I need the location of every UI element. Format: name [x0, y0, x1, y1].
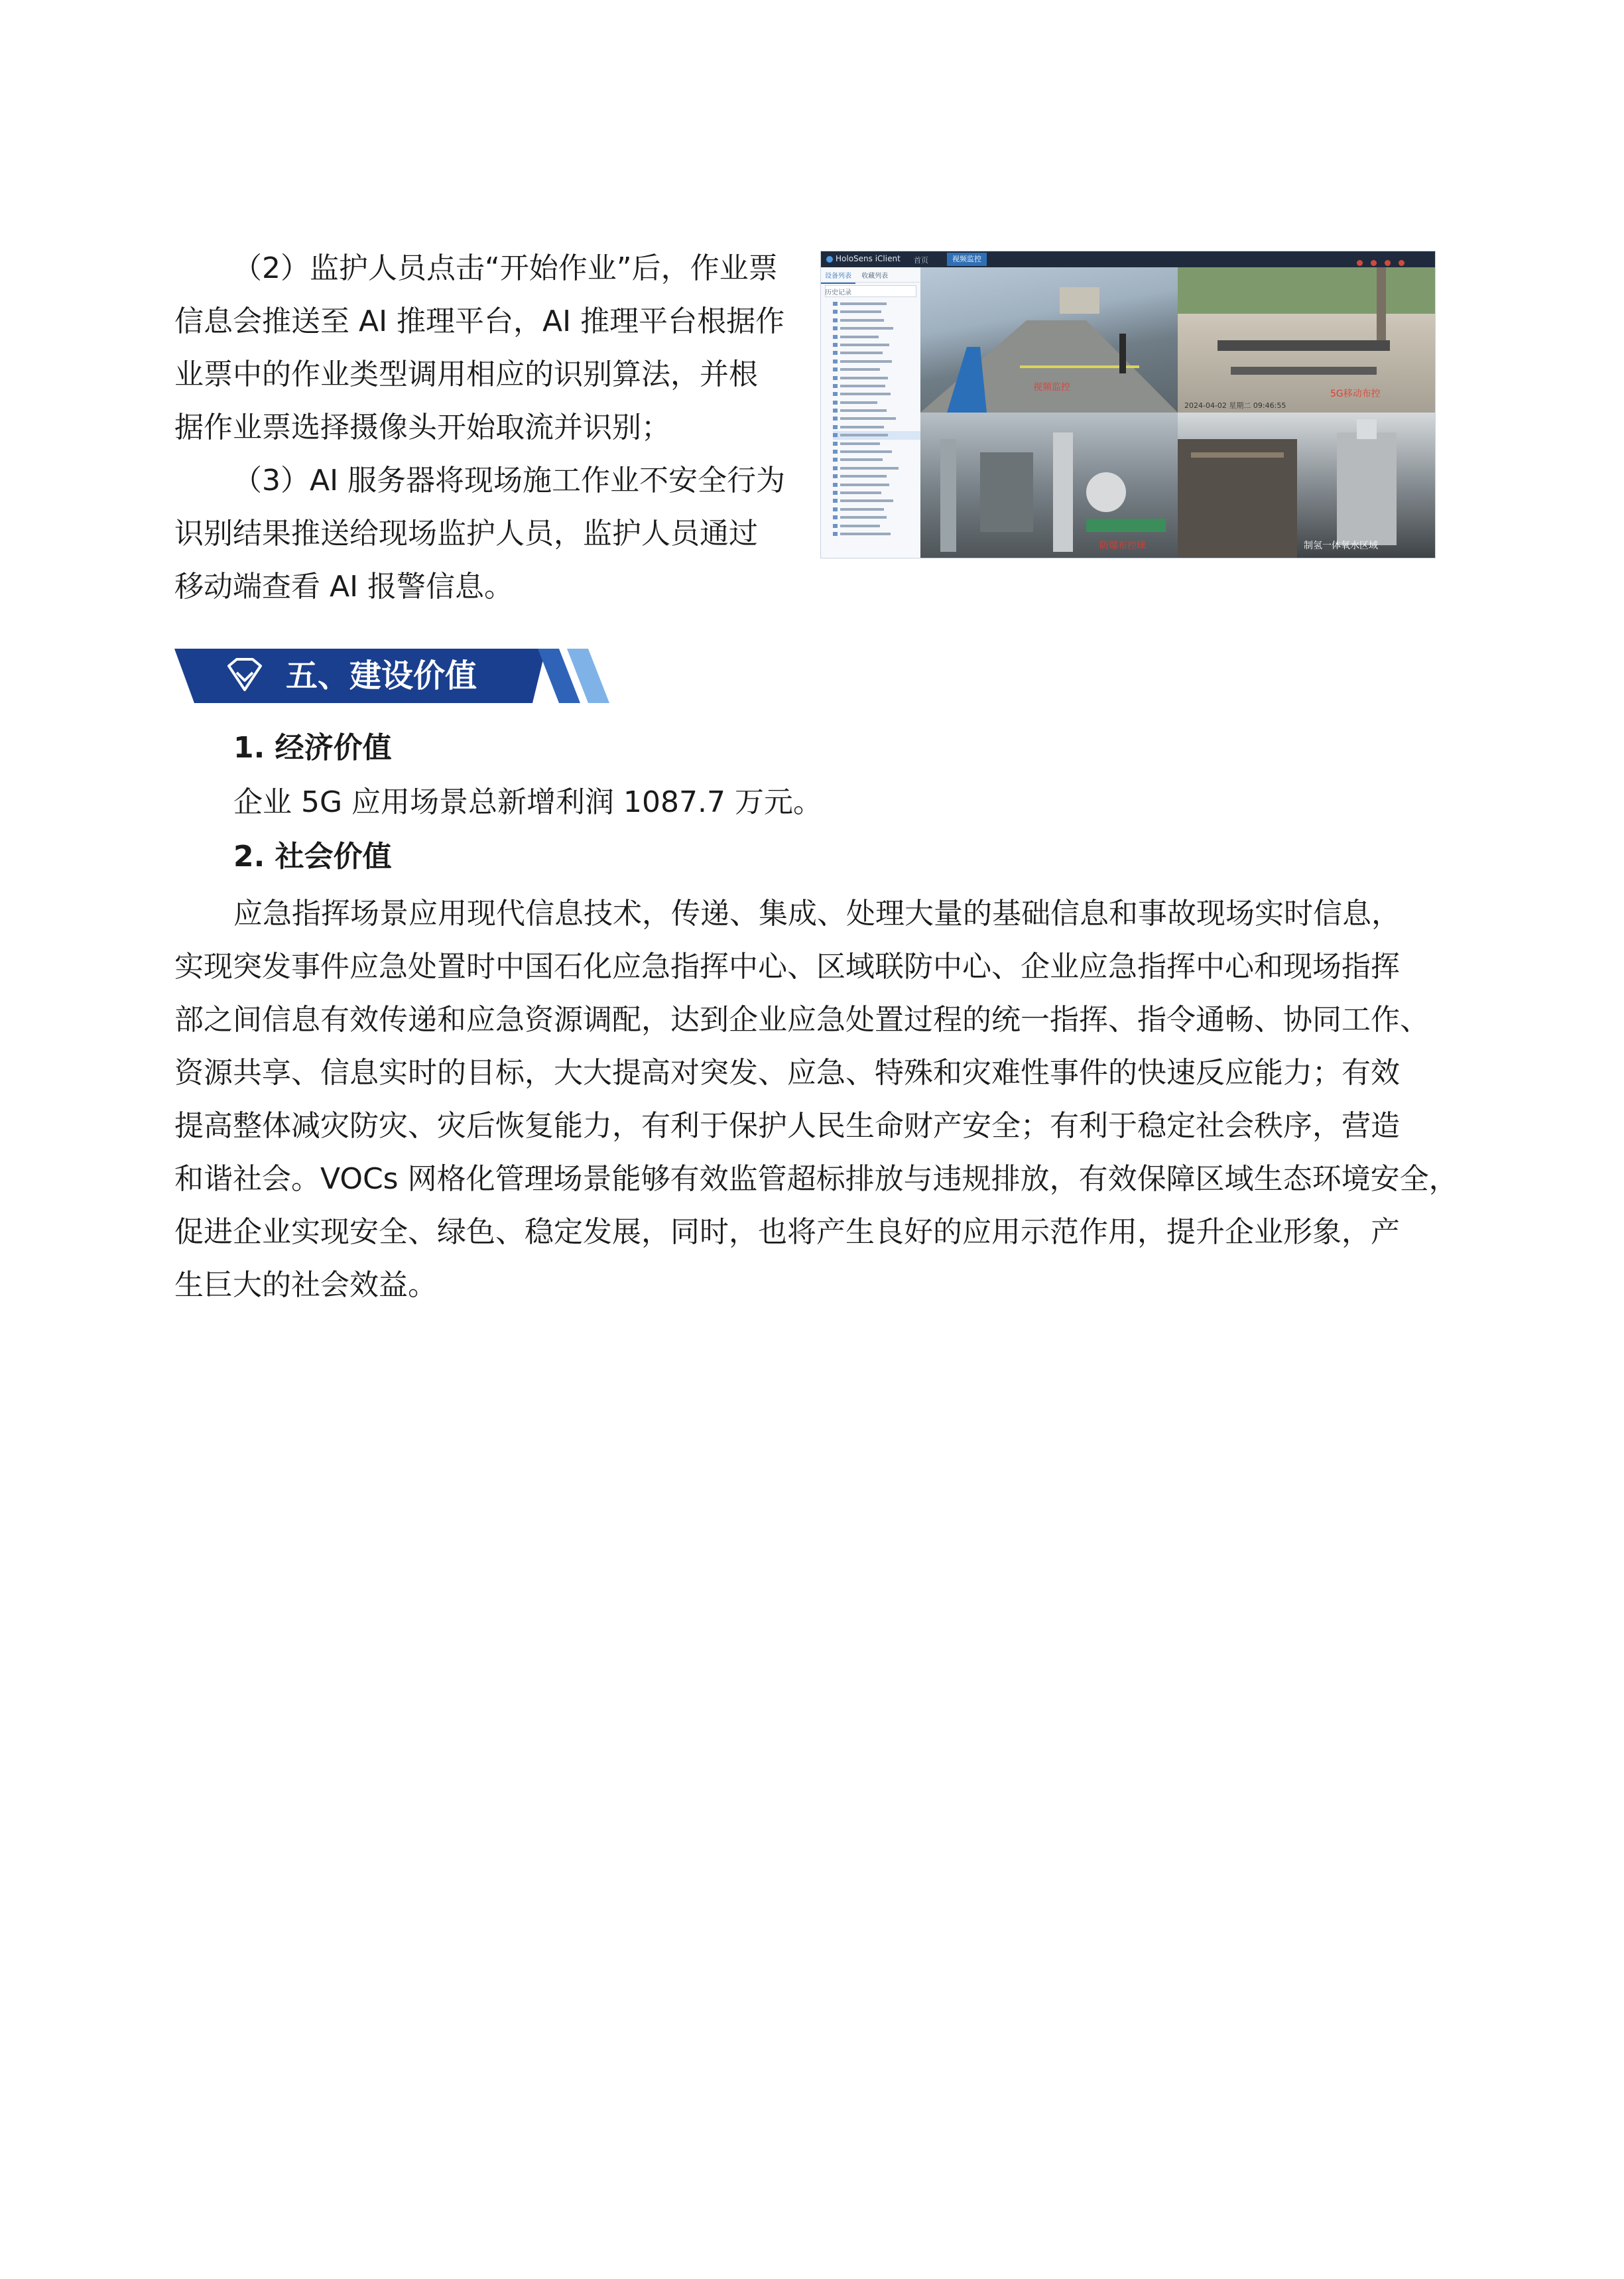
device-tree-item[interactable]: [833, 341, 920, 349]
social-line: 生巨大的社会效益。: [174, 1268, 437, 1302]
camera-tile[interactable]: [920, 267, 1178, 413]
device-tree-item[interactable]: [833, 407, 920, 415]
camera-tile[interactable]: [1178, 413, 1435, 558]
camera-icon: [833, 376, 838, 380]
camera-icon: [833, 483, 838, 487]
window-controls[interactable]: [1349, 256, 1428, 263]
device-tree-item[interactable]: [833, 497, 920, 505]
camera-tile[interactable]: [1178, 267, 1435, 413]
intro-line: 信息会推送至 AI 推理平台，AI 推理平台根据作: [174, 304, 785, 338]
camera-icon: [833, 474, 838, 478]
device-tree-item[interactable]: [833, 316, 920, 324]
device-tree-label: [840, 450, 892, 453]
device-tree-item[interactable]: [833, 399, 920, 407]
device-tree-label: [840, 467, 899, 470]
camera-label: 5G移动布控: [1330, 389, 1381, 399]
device-tree-item[interactable]: [833, 448, 920, 456]
camera-icon: [833, 491, 838, 495]
intro-line: （2）监护人员点击“开始作业”后，作业票: [233, 251, 778, 285]
device-tree-label: [840, 458, 883, 461]
tab-video[interactable]: 视频监控: [947, 253, 987, 266]
social-line: 提高整体减灾防灾、灾后恢复能力，有利于保护人民生命财产安全；有利于稳定社会秩序，营造: [174, 1109, 1400, 1143]
side-tab-history[interactable]: 历史记录: [825, 289, 851, 296]
camera-icon: [833, 433, 838, 437]
device-tree-item[interactable]: [833, 522, 920, 530]
device-tree-item[interactable]: [833, 374, 920, 382]
social-line: 资源共享、信息实时的目标，大大提高对突发、应急、特殊和灾难性事件的快速反应能力；有效: [174, 1056, 1400, 1090]
device-tree-item[interactable]: [833, 308, 920, 316]
device-tree-item[interactable]: [833, 505, 920, 513]
device-tree-item[interactable]: [833, 481, 920, 489]
social-line: 部之间信息有效传递和应急资源调配，达到企业应急处置过程的统一指挥、指令通畅、协同工作、: [174, 1003, 1429, 1037]
camera-icon: [833, 343, 838, 347]
side-tabs: [821, 267, 920, 296]
device-tree-item[interactable]: [833, 530, 920, 538]
device-tree-label: [840, 302, 887, 305]
device-tree-item[interactable]: [833, 415, 920, 423]
client-brand: HoloSens iClient: [836, 254, 901, 263]
device-tree: [821, 300, 920, 538]
device-tree-panel: [821, 267, 921, 558]
device-tree-label: [840, 491, 881, 494]
device-tree-item[interactable]: [833, 300, 920, 308]
economic-text: 企业 5G 应用场景总新增利润 1087.7 万元。: [233, 785, 822, 819]
device-tree-item[interactable]: [833, 382, 920, 390]
camera-icon: [833, 326, 838, 330]
social-heading: 2. 社会价值: [233, 840, 392, 874]
tab-home[interactable]: 首页: [914, 256, 928, 265]
camera-icon: [833, 335, 838, 339]
camera-icon: [833, 401, 838, 405]
device-tree-item[interactable]: [833, 431, 920, 439]
camera-icon: [833, 351, 838, 355]
section-banner: [174, 649, 625, 703]
client-titlebar: [821, 251, 1435, 267]
camera-icon: [833, 532, 838, 536]
camera-icon: [833, 458, 838, 462]
device-tree-label: [840, 525, 880, 527]
device-tree-label: [840, 319, 884, 322]
device-tree-item[interactable]: [833, 464, 920, 472]
device-tree-item[interactable]: [833, 324, 920, 332]
side-tab-favorites[interactable]: 收藏列表: [861, 273, 889, 280]
camera-icon: [833, 384, 838, 388]
device-tree-item[interactable]: [833, 513, 920, 521]
social-line: 和谐社会。VOCs 网格化管理场景能够有效监管超标排放与违规排放，有效保障区域生态环境安全，: [174, 1162, 1458, 1196]
social-line: 促进企业实现安全、绿色、稳定发展，同时，也将产生良好的应用示范作用，提升企业形象，产: [174, 1215, 1400, 1249]
camera-icon: [833, 515, 838, 519]
device-tree-label: [840, 336, 879, 338]
device-tree-label: [840, 484, 889, 486]
intro-line: 业票中的作业类型调用相应的识别算法，并根: [174, 358, 758, 391]
social-line: 应急指挥场景应用现代信息技术，传递、集成、处理大量的基础信息和事故现场实时信息，: [233, 897, 1401, 931]
social-paragraph: [174, 887, 1458, 1312]
device-tree-label: [840, 360, 892, 363]
device-tree-label: [840, 426, 884, 428]
camera-icon: [833, 302, 838, 306]
video-monitor-screenshot: [820, 251, 1436, 558]
camera-icon: [833, 359, 838, 363]
diamond-icon: [225, 657, 265, 694]
device-tree-item[interactable]: [833, 472, 920, 480]
device-tree-label: [840, 327, 893, 330]
device-tree-label: [840, 417, 896, 420]
brand-logo-icon: [826, 256, 833, 263]
section-title: 五、建设价值: [286, 657, 477, 694]
camera-icon: [833, 466, 838, 470]
intro-line: 识别结果推送给现场监护人员，监护人员通过: [174, 517, 758, 551]
device-tree-item[interactable]: [833, 365, 920, 373]
device-tree-item[interactable]: [833, 456, 920, 464]
device-tree-label: [840, 499, 893, 502]
device-tree-label: [840, 310, 881, 313]
device-tree-item[interactable]: [833, 423, 920, 431]
device-tree-item[interactable]: [833, 440, 920, 448]
device-tree-label: [840, 475, 887, 478]
device-tree-item[interactable]: [833, 390, 920, 398]
intro-line: （3）AI 服务器将现场施工作业不安全行为: [233, 464, 786, 497]
social-line: 实现突发事件应急处置时中国石化应急指挥中心、区域联防中心、企业应急指挥中心和现场指挥: [174, 950, 1400, 984]
intro-line: 据作业票选择摄像头开始取流并识别；: [174, 411, 670, 444]
camera-tile[interactable]: [920, 413, 1178, 558]
device-tree-label: [840, 442, 880, 445]
device-tree-label: [840, 533, 891, 535]
camera-label: 防爆布控球: [1099, 541, 1146, 551]
camera-icon: [833, 425, 838, 429]
camera-icon: [833, 310, 838, 314]
camera-icon: [833, 409, 838, 413]
device-tree-label: [840, 393, 891, 395]
device-tree-item[interactable]: [833, 358, 920, 365]
side-tab-devices[interactable]: 设备列表: [821, 267, 855, 284]
device-tree-label: [840, 368, 880, 371]
camera-timestamp: 2024-04-02 星期二 09:46:55: [1184, 401, 1286, 410]
camera-icon: [833, 318, 838, 322]
camera-icon: [833, 499, 838, 503]
camera-label: 制氢一体氧水区域: [1304, 541, 1378, 551]
camera-icon: [833, 507, 838, 511]
intro-line: 移动端查看 AI 报警信息。: [174, 570, 514, 604]
intro-paragraph: [174, 242, 804, 614]
device-tree-label: [840, 401, 877, 404]
camera-icon: [833, 392, 838, 396]
camera-icon: [833, 367, 838, 371]
economic-heading: 1. 经济价值: [233, 731, 392, 765]
camera-icon: [833, 417, 838, 421]
camera-icon: [833, 442, 838, 446]
device-tree-label: [840, 377, 888, 379]
camera-label: 视频监控: [1033, 382, 1070, 393]
camera-icon: [833, 524, 838, 528]
device-tree-label: [840, 508, 884, 511]
device-tree-label: [840, 352, 883, 354]
device-tree-item[interactable]: [833, 349, 920, 357]
device-tree-item[interactable]: [833, 333, 920, 341]
device-tree-item[interactable]: [833, 489, 920, 497]
device-tree-label: [840, 385, 885, 387]
camera-icon: [833, 450, 838, 454]
device-tree-label: [840, 409, 887, 412]
device-tree-label: [840, 434, 888, 436]
device-tree-label: [840, 344, 889, 346]
device-tree-label: [840, 516, 887, 519]
